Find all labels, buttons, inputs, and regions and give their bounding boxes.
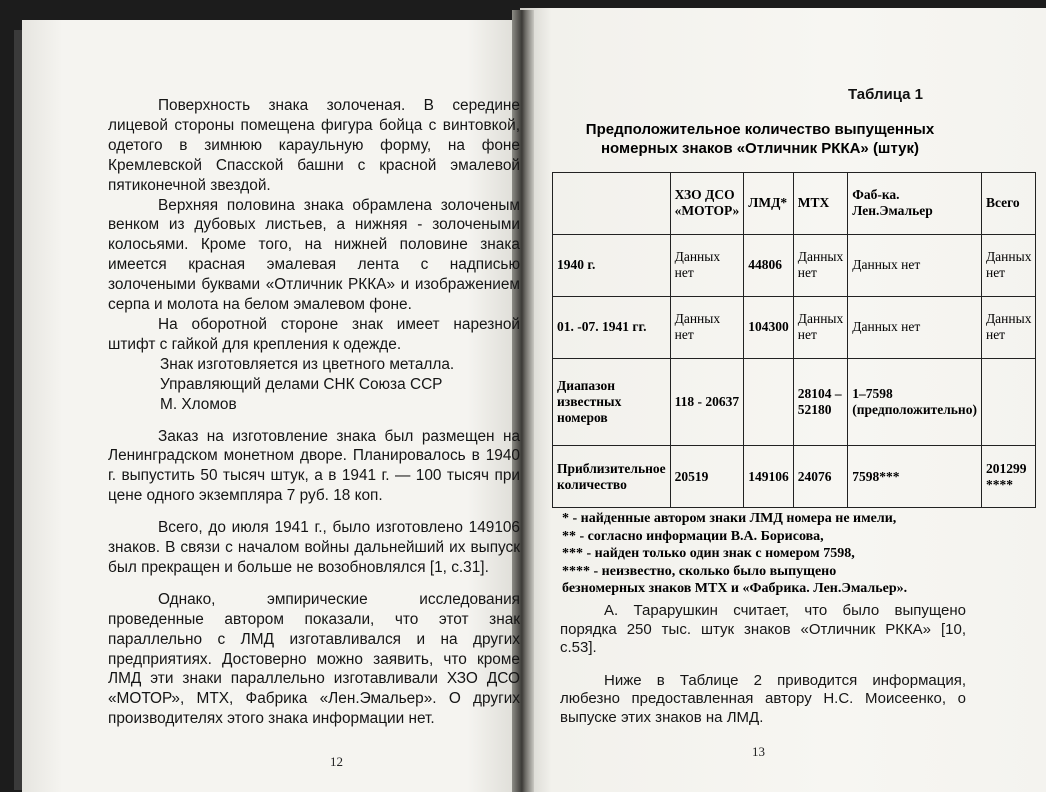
table-cell: 44806 <box>744 234 794 296</box>
table-cell <box>744 358 794 445</box>
table-header <box>553 173 671 235</box>
table-cell: 1940 г. <box>553 234 671 296</box>
table-cell: 24076 <box>793 446 847 508</box>
footnote: *** - найден только один знак с номером 7598, <box>562 546 855 561</box>
footnote: * - найденные автором знаки ЛМД номера не имели, <box>562 511 897 526</box>
table-cell: Данных нет <box>981 296 1035 358</box>
table-header: ХЗО ДСО «МОТОР» <box>670 173 744 235</box>
table-caption: Предположительное количество выпущенных номерных знаков «Отличник РККА» (штук) <box>585 121 935 157</box>
table-cell: Данных нет <box>793 234 847 296</box>
paragraph: Заказ на изготовление знака был размещен на Ленинградском монетном дворе. Планировалось в 1940 г. выпустить 50 тысяч штук, а в 1941 г. — 100 тысяч при цене одного экземпляра 7 руб. 18 коп. <box>108 427 520 505</box>
table-row <box>553 358 1036 445</box>
table-cell: 20519 <box>670 446 744 508</box>
footnote: безномерных знаков МТХ и «Фабрика. Лен.Эмальер». <box>562 581 908 596</box>
table-cell: 201299 **** <box>981 446 1035 508</box>
signature-name: М. Хломов <box>160 395 237 413</box>
table-cell: 01. -07. 1941 гг. <box>553 296 671 358</box>
table-cell: Данных нет <box>670 296 744 358</box>
table-row <box>553 296 1036 358</box>
table-cell: Данных нет <box>670 234 744 296</box>
data-table <box>552 172 1036 508</box>
page-number-left: 12 <box>330 754 343 769</box>
footnote: **** - неизвестно, сколько было выпущено <box>562 563 837 579</box>
table-cell: Данных нет <box>848 296 982 358</box>
paragraph: Знак изготовляется из цветного металла. <box>160 355 455 373</box>
table-cell: Данных нет <box>848 234 982 296</box>
paragraph: Ниже в Таблице 2 приводится информация, любезно предоставленная автору Н.С. Моисеенко, о выпуске этих знаков на ЛМД. <box>560 671 966 726</box>
table-header-row <box>553 173 1036 235</box>
table-row <box>553 234 1036 296</box>
paragraph: На оборотной стороне знак имеет нарезной штифт с гайкой для крепления к одежде. <box>108 315 520 353</box>
paragraph: Верхняя половина знака обрамлена золоченым венком из дубовых листьев, а нижняя - золочеными колосьями. Кроме того, на нижней половине знака имеется красная эмалевая лента с надписью золочеными буквами «Отличник РККА» и изображением серпа и молота на белом эмалевом фоне. <box>108 196 520 314</box>
table-cell: 149106 <box>744 446 794 508</box>
table-cell: 28104 – 52180 <box>793 358 847 445</box>
table-cell: Данных нет <box>793 296 847 358</box>
paragraph: А. Тарарушкин считает, что было выпущено порядка 250 тыс. штук знаков «Отличник РККА» [10, с.53]. <box>560 602 966 656</box>
table-footnotes <box>562 510 972 598</box>
table-cell: 7598*** <box>848 446 982 508</box>
table-cell: 118 - 20637 <box>670 358 744 445</box>
table-header: Фаб-ка. Лен.Эмальер <box>848 173 982 235</box>
right-page-text <box>560 602 966 727</box>
table-cell: 1–7598 (предположительно) <box>848 358 982 445</box>
table-cell: 104300 <box>744 296 794 358</box>
table-row <box>553 446 1036 508</box>
table-cell: Приблизительное количество <box>553 446 671 508</box>
signature-title: Управляющий делами СНК Союза ССР <box>160 375 443 393</box>
table-cell: Диапазон известных номеров <box>553 358 671 445</box>
footnote: ** - согласно информации В.А. Борисова, <box>562 528 824 544</box>
paragraph: Поверхность знака золоченая. В середине лицевой стороны помещена фигура бойца с винтовкой, одетого в зимнюю караульную форму, на фоне Кремлевской Спасской башни с красной эмалевой пятиконечной звездой. <box>108 97 520 194</box>
table-header: МТХ <box>793 173 847 235</box>
table-cell <box>981 358 1035 445</box>
page-number-right: 13 <box>752 744 765 759</box>
table-header: Всего <box>981 173 1035 235</box>
table-label: Таблица 1 <box>848 86 924 103</box>
left-page-text <box>108 96 520 729</box>
paragraph: Однако, эмпирические исследования проведенные автором показали, что этот знак параллельно с ЛМД изготавливался и на других предприятиях. Достоверно можно заявить, что кроме ЛМД эти знаки параллельно изготавливали ХЗО ДСО «МОТОР», МТХ, Фабрика «Лен.Эмальер». О других производителях этого знака информации нет. <box>108 590 520 728</box>
table-cell: Данных нет <box>981 234 1035 296</box>
table-header: ЛМД* <box>744 173 794 235</box>
paragraph: Всего, до июля 1941 г., было изготовлено 149106 знаков. В связи с началом войны дальнейший их выпуск был прекращен и больше не возобновлялся [1, с.31]. <box>108 519 520 576</box>
